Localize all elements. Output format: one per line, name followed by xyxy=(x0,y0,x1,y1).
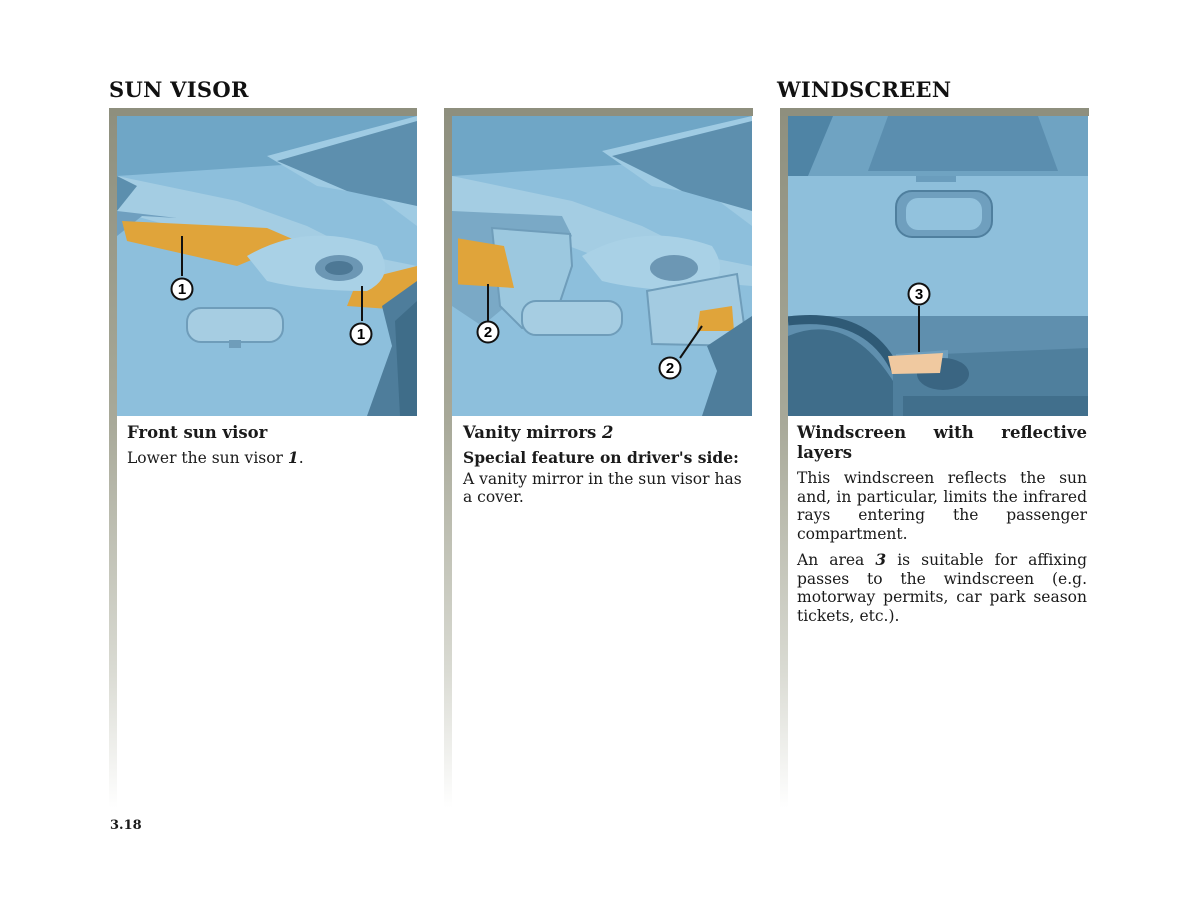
column-bar-2 xyxy=(444,108,452,808)
figure-vanity-mirrors xyxy=(452,116,752,416)
ref-number-3: 3 xyxy=(875,550,887,569)
column-bar-1 xyxy=(109,108,117,808)
paragraph-windscreen-reflects: This windscreen reflects the sun and, in particular, limits the infrared rays entering the passenger compartment. xyxy=(797,469,1087,543)
column-topbar-2 xyxy=(444,108,753,116)
text-block-windscreen xyxy=(797,423,1087,633)
subheading-front-sun-visor: Front sun visor xyxy=(127,423,268,442)
text-block-vanity-mirrors xyxy=(463,423,753,515)
callout-1b: 1 xyxy=(356,326,366,343)
paragraph-area-passes xyxy=(797,551,1087,625)
subheading-vanity-mirrors xyxy=(463,423,753,443)
ref-number-2: 2 xyxy=(602,423,614,442)
paragraph-lower-sun-visor xyxy=(127,449,417,468)
callout-3: 3 xyxy=(914,286,924,303)
column-topbar-3 xyxy=(780,108,1089,116)
subheading-vanity-mirrors-text: Vanity mirrors xyxy=(463,423,603,442)
paragraph-vanity-mirror-cover: A vanity mirror in the sun visor has a cover. xyxy=(463,469,742,506)
subheading-windscreen-reflective: Windscreen with reflective layers xyxy=(797,423,1087,462)
text-period: . xyxy=(298,449,304,467)
text-block-front-sun-visor xyxy=(127,423,417,476)
callout-2a: 2 xyxy=(483,324,493,341)
subheading-drivers-side: Special feature on driver's side: xyxy=(463,448,739,467)
section-heading-sun-visor: SUN VISOR xyxy=(109,77,249,102)
section-heading-windscreen: WINDSCREEN xyxy=(777,77,952,102)
ref-number-1: 1 xyxy=(287,448,299,467)
callout-2b: 2 xyxy=(665,360,675,377)
figure-front-sun-visor xyxy=(117,116,417,416)
column-topbar-1 xyxy=(109,108,417,116)
column-bar-3 xyxy=(780,108,788,808)
text-affixing-passes: is suitable for affixing passes to the windscreen (e.g. motorway permits, car park season tickets, etc.). xyxy=(797,551,1087,625)
vanity-mirror-illustration xyxy=(452,116,752,416)
text-an-area: An area xyxy=(797,551,876,569)
windscreen-illustration xyxy=(788,116,1088,416)
figure-windscreen xyxy=(788,116,1088,416)
callout-1a: 1 xyxy=(177,281,187,298)
sun-visor-illustration xyxy=(117,116,417,416)
text-lower-sun-visor: Lower the sun visor xyxy=(127,449,288,467)
page-number: 3.18 xyxy=(110,818,142,833)
